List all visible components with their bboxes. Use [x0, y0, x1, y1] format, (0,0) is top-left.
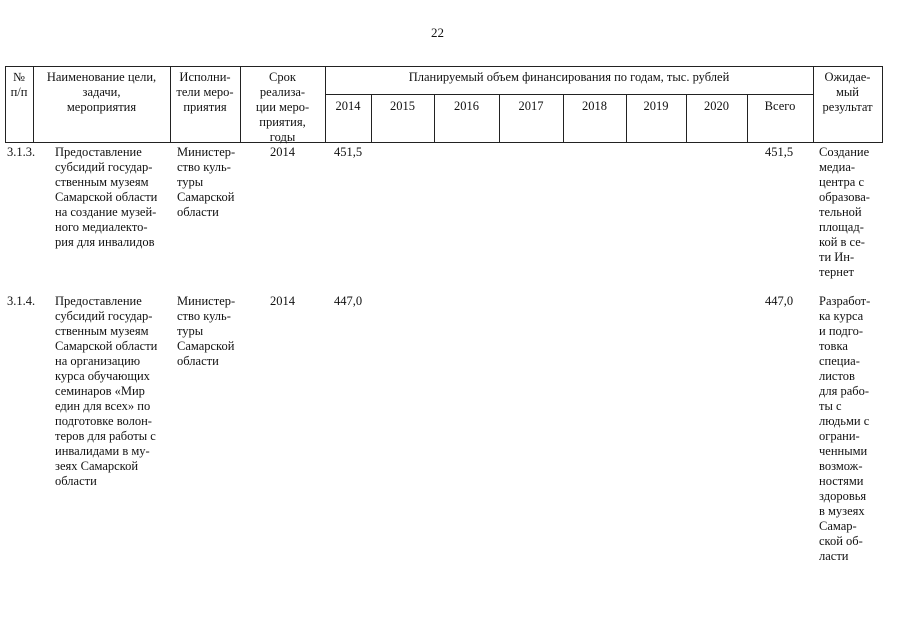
row-name: Предоставление субсидий государ- ственным музеям Самарской области на организацию курса обучающих семинаров «Мир един для всех» по подготовке волон- теров для работы с инвалидами в му- зеях Самарской области	[55, 294, 158, 488]
header-year-2018: 2018	[582, 99, 607, 113]
header-name: Наименование цели, задачи, мероприятия	[46, 70, 157, 114]
header-executor: Исполни- тели меро- приятия	[176, 70, 234, 114]
row-total: 451,5	[765, 145, 794, 159]
funding-subheader-border	[325, 94, 813, 95]
header-year-2019: 2019	[643, 99, 669, 113]
header-num: № п/п	[10, 70, 28, 99]
row-total: 447,0	[765, 294, 794, 308]
row-num: 3.1.4.	[7, 294, 36, 308]
row-executor: Министер- ство куль- туры Самарской области	[177, 145, 236, 219]
header-result: Ожидае- мый результат	[822, 70, 873, 114]
header-bottom-border	[5, 142, 882, 143]
header-year-2017: 2017	[518, 99, 544, 113]
col-border-13	[882, 66, 883, 143]
row-executor: Министер- ство куль- туры Самарской области	[177, 294, 236, 368]
header-year-2016: 2016	[454, 99, 479, 113]
row-name: Предоставление субсидий государ- ственным музеям Самарской области на создание музей- ного медиалекто- рия для инвалидов	[55, 145, 158, 249]
header-funding: Планируемый объем финансирования по годам, тыс. рублей	[408, 70, 730, 84]
row-result: Разработ- ка курса и подго- товка специа- листов для рабо- ты с людьми с ограни- ченными возмож- ностями здоровья в музеях Самар- ской об- ласти	[819, 294, 871, 563]
header-year-2020: 2020	[704, 99, 729, 113]
header-total: Всего	[764, 99, 796, 113]
row-amount-2014: 451,5	[334, 145, 363, 159]
row-term: 2014	[270, 145, 295, 159]
header-year-2015: 2015	[390, 99, 415, 113]
row-term: 2014	[270, 294, 295, 308]
header-term: Срок реализа- ции меро- приятия, годы	[255, 70, 310, 144]
row-num: 3.1.3.	[7, 145, 36, 159]
header-year-2014: 2014	[335, 99, 361, 113]
header-top-border	[5, 66, 882, 67]
page-number: 22	[431, 25, 444, 40]
row-result: Создание медиа- центра с образова- тельной площад- кой в се- ти Ин- тернет	[819, 145, 870, 279]
row-amount-2014: 447,0	[334, 294, 363, 308]
